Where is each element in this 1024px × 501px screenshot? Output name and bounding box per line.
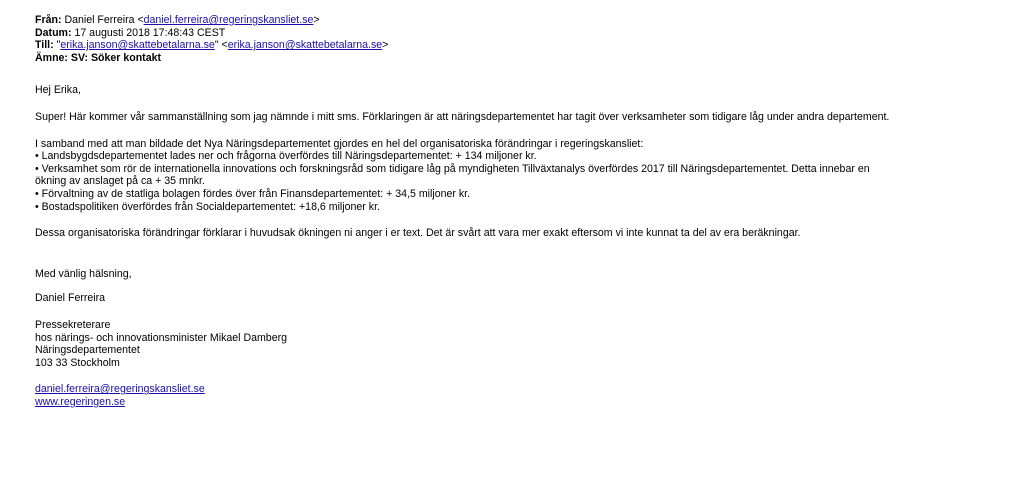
bullet-item: • Landsbygdsdepartementet lades ner och frågorna överfördes till Näringsdepartementet: + 134 miljoner kr. — [35, 150, 537, 163]
email-message — [35, 14, 1010, 408]
to-label: Till: — [35, 39, 54, 52]
conclusion-paragraph: Dessa organisatoriska förändringar förklarar i huvudsak ökningen ni anger i er text. Det är svårt att vara mer exakt eftersom vi inte kunnat ta del av era beräkningar. — [35, 227, 801, 240]
subject-label: Ämne: — [35, 51, 68, 64]
signature-address: 103 33 Stockholm — [35, 356, 120, 369]
to-close: > — [382, 39, 389, 52]
bullet-item: • Förvaltning av de statliga bolagen fördes över från Finansdepartementet: + 34,5 miljoner kr. — [35, 187, 471, 200]
from-close: > — [313, 14, 320, 26]
bullet-item: • Bostadspolitiken överfördes från Socialdepartementet: +18,6 miljoner kr. — [35, 200, 380, 213]
signature-email-link[interactable]: daniel.ferreira@regeringskansliet.se — [35, 383, 205, 396]
signature-title: Pressekreterare — [35, 318, 111, 331]
from-row — [35, 14, 1010, 27]
to-row — [35, 39, 1010, 52]
bullet-item: • Verksamhet som rör de internationella innovations och forskningsråd som tidigare låg på myndigheten Tillväxtanalys överfördes 2017 till Näringsdepartementet. Detta innebar en — [35, 162, 870, 175]
signature-department: Näringsdepartementet — [35, 344, 140, 357]
from-name: Daniel Ferreira < — [64, 14, 144, 26]
closing: Med vänlig hälsning, — [35, 267, 132, 280]
list-intro: I samband med att man bildade det Nya Näringsdepartementet gjordes en hel del organisatoriska förändringar i regeringskansliet: — [35, 137, 644, 150]
date-value: 17 augusti 2018 17:48:43 CEST — [74, 26, 226, 39]
intro-paragraph: Super! Här kommer vår sammanställning som jag nämnde i mitt sms. Förklaringen är att näringsdepartementet har tagit över verksamheter som tidigare låg under andra departement. — [35, 110, 890, 123]
to-email-link[interactable]: erika.janson@skattebetalarna.se — [227, 39, 383, 52]
date-row — [35, 27, 1010, 40]
greeting: Hej Erika, — [35, 84, 81, 97]
from-label: Från: — [35, 14, 62, 26]
subject-row — [35, 52, 1010, 65]
signature-role: hos närings- och innovationsminister Mikael Damberg — [35, 331, 288, 344]
email-header — [35, 14, 1010, 64]
signature-name: Daniel Ferreira — [35, 292, 106, 305]
subject-value: SV: Söker kontakt — [70, 51, 161, 64]
signature-website-link[interactable]: www.regeringen.se — [35, 395, 126, 408]
from-email-link[interactable]: daniel.ferreira@regeringskansliet.se — [143, 14, 314, 26]
date-label: Datum: — [35, 26, 72, 39]
to-quote-open: " — [56, 39, 61, 52]
to-quote-close: " < — [214, 39, 228, 52]
bullet-item-continuation: ökning av anslaget på ca + 35 mnkr. — [35, 175, 205, 188]
to-email-quoted-link[interactable]: erika.janson@skattebetalarna.se — [60, 39, 215, 52]
